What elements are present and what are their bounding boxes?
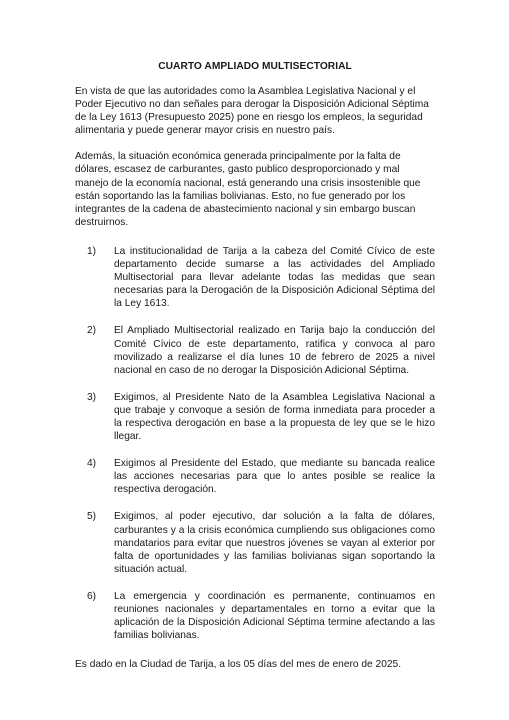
list-item-text: La emergencia y coordinación es permanente, continuamos en reuniones nacionales y departamentales en torno a evitar que la aplicación de la Disposición Adicional Séptima termine afectando a las familias bolivianas. (114, 590, 435, 642)
list-item-number: 4) (87, 458, 97, 470)
list-item-number: 5) (87, 511, 97, 523)
list-item-text: Exigimos al Presidente del Estado, que mediante su bancada realice las acciones necesarias para que lo antes posible se realice la respectiva derogación. (114, 458, 435, 496)
list-item-number: 6) (87, 590, 97, 602)
list-item-text: Exigimos, al poder ejecutivo, dar solución a la falta de dólares, carburantes y a la crisis económica cumpliendo sus obligaciones como mandatarios para evitar que nuestros jóvenes se vayan al exterior por falta de oportunidades y las familias bolivianas sigan soportando la situación actual. (114, 511, 435, 575)
list-item (87, 457, 435, 496)
list-item-text: La institucionalidad de Tarija a la cabeza del Comité Cívico de este departamento decide sumarse a las actividades del Ampliado Multisectorial para llevar adelante todas las medidas que sean necesarias para la Derogación de la Disposición Adicional Séptima del la Ley 1613. (114, 245, 435, 310)
closing-statement: Es dado en la Ciudad de Tarija, a los 05 días del mes de enero de 2025. (75, 659, 402, 671)
list-item (87, 391, 435, 443)
list-item-text: Exigimos, al Presidente Nato de la Asamblea Legislativa Nacional a que trabaje y convoque a sesión de forma inmediata para proceder a la respectiva derogación en base a la propuesta de ley que se le hizo llegar. (114, 391, 435, 443)
list-item (87, 245, 435, 310)
list-item-text: El Ampliado Multisectorial realizado en Tarija bajo la conducción del Comité Cívico de este departamento, ratifica y convoca al paro movilizado a realizarse el día lunes 10 de febrero de 2025 a nivel nacional en caso de no derogar la Disposición Adicional Séptima. (114, 325, 435, 376)
list-item (87, 590, 435, 642)
intro-paragraph: En vista de que las autoridades como la Asamblea Legislativa Nacional y el Poder Ejecutivo no dan señales para derogar la Disposición Adicional Séptima de la Ley 1613 (Presupuesto 2025) pone en riesgo los empleos, la seguridad alimentaria y puede generar mayor crisis en nuestro país. (75, 86, 429, 137)
document-title: CUARTO AMPLIADO MULTISECTORIAL (158, 61, 352, 72)
list-item (87, 510, 435, 575)
list-item (87, 324, 435, 376)
resolutions-list (75, 245, 435, 642)
list-item-number: 1) (87, 245, 97, 257)
list-item-number: 2) (87, 325, 97, 337)
list-item-number: 3) (87, 391, 97, 403)
context-paragraph: Además, la situación económica generada principalmente por la falta de dólares, escasez de carburantes, gasto publico desproporcionado y mal manejo de la economía nacional, está generando una crisis insostenible que están soportando las la familias bolivianas. Esto, no fue generado por los integrantes de la cadena de abastecimiento nacional y sin embargo buscan destruirnos. (75, 151, 421, 228)
